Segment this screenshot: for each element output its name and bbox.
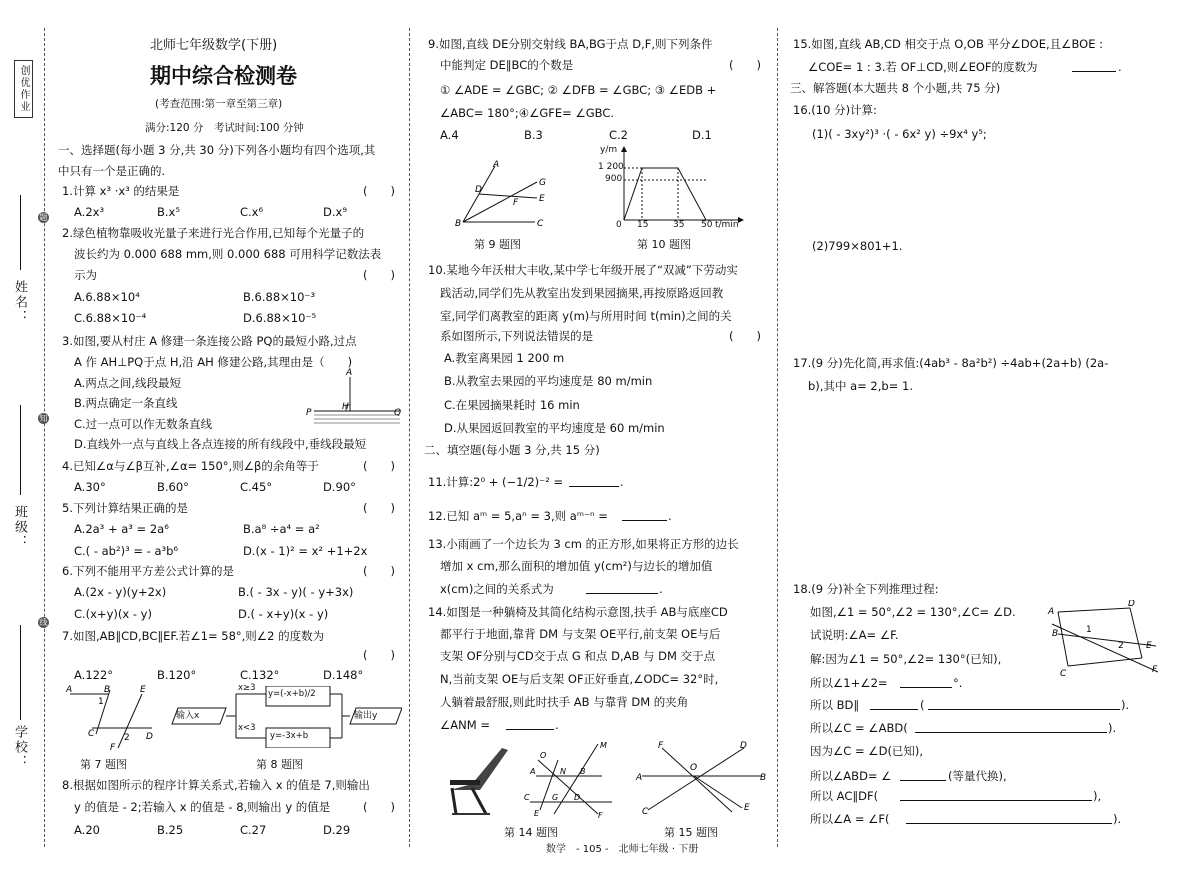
svg-text:1: 1 xyxy=(1086,625,1092,635)
q9-option: D.1 xyxy=(692,128,712,142)
q8-stem: 8.根据如图所示的程序计算关系式,若输入 x 的值是 7,则输出 xyxy=(62,778,370,792)
q17-answer-space[interactable] xyxy=(808,398,1178,574)
class-line xyxy=(20,405,21,495)
q10-option: A.教室离果园 1 200 m xyxy=(444,351,565,365)
q18-blank-1[interactable] xyxy=(900,675,952,688)
flow-formula-2: y=-3x+b xyxy=(270,731,309,741)
q2-option: C.6.88×10⁻⁴ xyxy=(74,311,147,325)
flow-output-label: 输出y xyxy=(354,711,378,721)
q8-stem: y 的值是 - 2;若输入 x 的值是 - 8,则输出 y 的值是 xyxy=(74,800,331,814)
q18-step: 所以∠C = ∠ABD( xyxy=(810,721,908,735)
svg-text:D: D xyxy=(740,741,747,751)
q1-option: D.x⁹ xyxy=(323,205,347,219)
section1-heading-cont: 中只有一个是正确的. xyxy=(58,164,166,178)
q18-suffix: °. xyxy=(953,676,963,690)
q3-option: C.过一点可以作无数条直线 xyxy=(74,417,213,431)
svg-text:G: G xyxy=(539,178,546,188)
q2-option: B.6.88×10⁻³ xyxy=(243,290,316,304)
q14-stem: 人躺着最舒服,则此时扶手 AB 与靠背 DM 的夹角 xyxy=(440,695,689,709)
q13-period: . xyxy=(659,582,663,596)
q18-suffix: ). xyxy=(1113,812,1122,826)
q9-stem: 中能判定 DE∥BC的个数是 xyxy=(440,58,574,72)
q18-step: 所以 BD∥ xyxy=(810,698,860,712)
q5-option: D.(x - 1)² = x² +1+2x xyxy=(243,544,368,558)
q7-figure xyxy=(64,684,156,752)
q18-step: 所以∠ABD= ∠ xyxy=(810,769,892,783)
q8-option: A.20 xyxy=(74,823,100,837)
exam-scope: (考查范围:第一章至第三章) xyxy=(155,98,283,110)
q4-stem: 4.已知∠α与∠β互补,∠α= 150°,则∠β的余角等于 xyxy=(62,459,319,473)
q3-stem: A 作 AH⊥PQ于点 H,沿 AH 修建公路,其理由是（ ) xyxy=(74,355,353,369)
svg-text:2: 2 xyxy=(124,733,130,743)
q4-option: B.60° xyxy=(157,480,189,494)
svg-text:E: E xyxy=(1146,641,1152,651)
q6-option: B.( - 3x - y)( - y+3x) xyxy=(238,585,354,599)
q3-option: A.两点之间,线段最短 xyxy=(74,376,181,390)
margin-tag: 创优作业 xyxy=(14,60,33,118)
class-label: 班级： xyxy=(12,505,27,550)
q18-step: 所以∠A = ∠F( xyxy=(810,812,890,826)
q18-blank-3[interactable] xyxy=(928,697,1120,710)
q11-period: . xyxy=(620,475,624,489)
svg-text:D: D xyxy=(146,732,153,742)
q15-stem: 15.如图,直线 AB,CD 相交于点 O,OB 平分∠DOE,且∠BOE : xyxy=(793,37,1103,51)
q9-option: B.3 xyxy=(524,128,543,142)
svg-text:M: M xyxy=(600,741,607,750)
q2-stem: 2.绿色植物靠吸收光量子来进行光合作用,已知每个光量子的 xyxy=(62,226,365,240)
q3-option: D.直线外一点与直线上各点连接的所有线段中,垂线段最短 xyxy=(74,437,367,451)
q15-stem: ∠COE= 1 : 3.若 OF⊥CD,则∠EOF的度数为 xyxy=(808,60,1038,74)
graph-y-tick: 1 200 xyxy=(598,162,624,172)
svg-text:O: O xyxy=(690,763,698,773)
answer-paren: ( ) xyxy=(363,800,395,814)
q18-suffix: ). xyxy=(1121,698,1130,712)
svg-text:C: C xyxy=(524,793,530,802)
flow-cond-1: x≥3 xyxy=(238,683,256,693)
svg-text:A: A xyxy=(1048,607,1055,617)
svg-text:Q: Q xyxy=(394,408,402,418)
q13-stem: 增加 x cm,那么面积的增加值 y(cm²)与边长的增加值 xyxy=(440,559,713,573)
q9-stem: 9.如图,直线 DE分别交射线 BA,BG于点 D,F,则下列条件 xyxy=(428,37,713,51)
svg-text:E: E xyxy=(744,803,750,813)
section2-heading: 二、填空题(每小题 3 分,共 15 分) xyxy=(424,443,600,457)
svg-text:F: F xyxy=(110,743,116,752)
svg-text:E: E xyxy=(140,685,146,695)
series-title: 北师七年级数学(下册) xyxy=(150,38,278,53)
q16-part2: (2)799×801+1. xyxy=(812,239,903,253)
q18-given: 如图,∠1 = 50°,∠2 = 130°,∠C= ∠D. xyxy=(810,605,1016,619)
score-time: 满分:120 分 考试时间:100 分钟 xyxy=(145,122,304,134)
q14-stem: 都平行于地面,靠背 DM 与支架 OE平行,前支架 OE与后 xyxy=(440,627,721,641)
q17-stem: 17.(9 分)先化简,再求值:(4ab³ - 8a²b²) ÷4ab+(2a+b) (2a- xyxy=(793,356,1109,370)
q4-option: D.90° xyxy=(323,480,356,494)
svg-text:D: D xyxy=(1128,600,1135,609)
q3-option: B.两点确定一条直线 xyxy=(74,396,178,410)
q18-figure xyxy=(1046,600,1164,680)
q1-option: B.x⁵ xyxy=(157,205,180,219)
name-line xyxy=(20,195,21,270)
q7-option: B.120° xyxy=(157,668,197,682)
graph-x-unit: t/min xyxy=(715,220,739,230)
q16-part2-answer-space[interactable] xyxy=(808,258,1178,348)
q18-step: 所以 AC∥DF( xyxy=(810,789,879,803)
svg-text:B: B xyxy=(455,219,462,229)
q9-option: C.2 xyxy=(609,128,629,142)
graph-y-unit: y/m xyxy=(600,145,618,155)
q12-period: . xyxy=(668,509,672,523)
q6-option: D.( - x+y)(x - y) xyxy=(238,607,329,621)
q1-option: C.x⁶ xyxy=(240,205,264,219)
q10-stem: 系如图所示,下列说法错误的是 xyxy=(440,329,594,343)
q6-option: A.(2x - y)(y+2x) xyxy=(74,585,167,599)
q5-option: A.2a³ + a³ = 2a⁶ xyxy=(74,522,169,536)
flow-formula-1: y=(-x+b)/2 xyxy=(268,689,316,699)
q12-stem: 12.已知 aᵐ = 5,aⁿ = 3,则 aᵐ⁻ⁿ = xyxy=(428,509,608,523)
q18-step: 所以∠1+∠2= xyxy=(810,676,888,690)
q9-figure xyxy=(455,158,555,234)
q3-figure xyxy=(306,365,406,427)
svg-text:F: F xyxy=(598,811,603,820)
section1-heading: 一、选择题(每小题 3 分,共 30 分)下列各小题均有四个选项,其 xyxy=(58,143,376,157)
answer-paren: ( ) xyxy=(363,564,395,578)
svg-text:F: F xyxy=(1152,665,1158,675)
svg-text:G: G xyxy=(552,793,559,802)
q16-part1: (1)( - 3xy²)³ ·( - 6x² y) ÷9x⁴ y⁵; xyxy=(812,127,987,141)
name-label: 姓名： xyxy=(12,280,27,325)
answer-paren: ( ) xyxy=(363,501,395,515)
q18-paren-open: ( xyxy=(920,698,925,712)
answer-paren: ( ) xyxy=(363,459,395,473)
svg-text:C: C xyxy=(88,729,95,739)
q18-blank-6[interactable] xyxy=(900,788,1092,801)
q10-stem: 10.某地今年沃柑大丰收,某中学七年级开展了“双减”下劳动实 xyxy=(428,263,738,277)
q18-blank-5[interactable] xyxy=(900,768,946,781)
q10-option: C.在果园摘果耗时 16 min xyxy=(444,398,580,412)
q18-stem: 18.(9 分)补全下列推理过程: xyxy=(793,582,939,596)
q8-option: D.29 xyxy=(323,823,351,837)
svg-text:B: B xyxy=(580,767,586,776)
graph-x-tick: 0 xyxy=(616,220,622,230)
q5-stem: 5.下列计算结果正确的是 xyxy=(62,501,188,515)
svg-text:E: E xyxy=(534,809,540,818)
q16-part1-answer-space[interactable] xyxy=(808,146,1178,236)
graph-x-tick: 35 xyxy=(673,220,685,230)
q13-stem: 13.小雨画了一个边长为 3 cm 的正方形,如果将正方形的边长 xyxy=(428,537,739,551)
school-label: 学校： xyxy=(12,725,27,770)
q10-stem: 践活动,同学们先从教室出发到果园摘果,再按原路返回教 xyxy=(440,286,724,300)
q18-prove: 试说明:∠A= ∠F. xyxy=(810,628,899,642)
q15-period: . xyxy=(1118,60,1122,74)
q14-answer-blank[interactable] xyxy=(506,717,554,730)
q11-answer-blank[interactable] xyxy=(569,474,619,487)
q14-stem: 支架 OF分别与CD交于点 G 和点 D,AB 与 DM 交于点 xyxy=(440,649,716,663)
q18-blank-2[interactable] xyxy=(870,697,918,710)
q4-option: C.45° xyxy=(240,480,273,494)
margin-separator xyxy=(44,28,45,847)
answer-paren: ( ) xyxy=(729,58,761,72)
q18-step: 解:因为∠1 = 50°,∠2= 130°(已知), xyxy=(810,652,1002,666)
q10-stem: 室,同学们离教室的距离 y(m)与所用时间 t(min)之间的关 xyxy=(440,309,732,323)
svg-text:F: F xyxy=(513,198,519,208)
q8-option: C.27 xyxy=(240,823,267,837)
q10-option: D.从果园返回教室的平均速度是 60 m/min xyxy=(444,421,665,435)
margin-mark: 题 xyxy=(39,213,48,222)
svg-text:A: A xyxy=(66,685,73,695)
q18-blank-7[interactable] xyxy=(906,811,1112,824)
margin-mark: 知 xyxy=(39,414,48,423)
q7-option: C.132° xyxy=(240,668,280,682)
q18-step: 因为∠C = ∠D(已知), xyxy=(810,744,924,758)
q13-answer-blank[interactable] xyxy=(586,581,658,594)
q6-option: C.(x+y)(x - y) xyxy=(74,607,152,621)
q2-option: D.6.88×10⁻⁵ xyxy=(243,311,317,325)
q14-stem: 14.如图是一种躺椅及其简化结构示意图,扶手 AB与底座CD xyxy=(428,605,728,619)
svg-text:D: D xyxy=(574,793,581,802)
answer-paren: ( ) xyxy=(363,268,395,282)
fig15-caption: 第 15 题图 xyxy=(664,826,718,839)
q9-option: A.4 xyxy=(440,128,459,142)
q8-option: B.25 xyxy=(157,823,184,837)
q2-stem: 波长约为 0.000 688 mm,则 0.000 688 可用科学记数法表 xyxy=(74,247,382,261)
fig14-caption: 第 14 题图 xyxy=(504,826,558,839)
section3-heading: 三、解答题(本大题共 8 个小题,共 75 分) xyxy=(790,81,1001,95)
fig7-caption: 第 7 题图 xyxy=(80,758,127,771)
q15-answer-blank[interactable] xyxy=(1072,59,1116,72)
svg-text:B: B xyxy=(104,685,111,695)
q18-blank-4[interactable] xyxy=(915,720,1107,733)
q9-conditions: ① ∠ADE = ∠GBC; ② ∠DFB = ∠GBC; ③ ∠EDB + xyxy=(440,83,717,97)
svg-text:1: 1 xyxy=(98,697,104,707)
svg-text:O: O xyxy=(540,751,547,760)
school-line xyxy=(20,625,21,720)
svg-text:2: 2 xyxy=(1118,641,1124,651)
svg-text:B: B xyxy=(1052,629,1059,639)
svg-text:E: E xyxy=(539,194,545,204)
q15-figure xyxy=(632,740,768,820)
answer-paren: ( ) xyxy=(363,184,395,198)
svg-text:A: A xyxy=(636,773,643,783)
svg-text:C: C xyxy=(1060,669,1067,679)
page-footer: 数学 - 105 - 北师七年级 · 下册 xyxy=(546,844,699,855)
svg-text:N: N xyxy=(560,767,566,776)
exam-title: 期中综合检测卷 xyxy=(150,63,297,88)
svg-text:H: H xyxy=(342,402,349,412)
graph-y-tick: 900 xyxy=(605,174,623,184)
q7-option: D.148° xyxy=(323,668,364,682)
svg-text:D: D xyxy=(475,185,482,195)
q1-stem: 1.计算 x³ ·x³ 的结果是 xyxy=(62,184,180,198)
q1-option: A.2x³ xyxy=(74,205,105,219)
fig10-caption: 第 10 题图 xyxy=(637,238,691,251)
q3-stem: 3.如图,要从村庄 A 修建一条连接公路 PQ的最短小路,过点 xyxy=(62,334,357,348)
column-separator-1 xyxy=(409,28,410,847)
q10-option: B.从教室去果园的平均速度是 80 m/min xyxy=(444,374,653,388)
q14-stem: ∠ANM = xyxy=(440,718,490,732)
graph-x-tick: 50 xyxy=(701,220,713,230)
svg-text:A: A xyxy=(530,767,536,776)
q6-stem: 6.下列不能用平方差公式计算的是 xyxy=(62,564,234,578)
fig9-caption: 第 9 题图 xyxy=(474,238,521,251)
q9-conditions: ∠ABC= 180°;④∠GFE= ∠GBC. xyxy=(440,106,615,120)
q14-figure xyxy=(442,740,622,820)
svg-text:C: C xyxy=(537,219,544,229)
svg-text:B: B xyxy=(760,773,767,783)
fig8-caption: 第 8 题图 xyxy=(256,758,303,771)
q18-step: (等量代换), xyxy=(948,769,1007,783)
q18-suffix: ), xyxy=(1093,789,1102,803)
q16-stem: 16.(10 分)计算: xyxy=(793,103,877,117)
q2-option: A.6.88×10⁴ xyxy=(74,290,140,304)
q2-stem: 示为 xyxy=(74,268,97,282)
svg-text:A: A xyxy=(346,368,353,378)
graph-x-tick: 15 xyxy=(637,220,649,230)
q18-suffix: ). xyxy=(1108,721,1117,735)
chair-illustration xyxy=(450,748,508,814)
q4-option: A.30° xyxy=(74,480,106,494)
flow-input-label: 输入x xyxy=(176,711,200,721)
margin-mark: 线 xyxy=(39,618,48,627)
svg-text:C: C xyxy=(642,807,649,817)
q14-stem: N,当前支架 OE与后支架 OF正好垂直,∠ODC= 32°时, xyxy=(440,672,719,686)
q11-stem: 11.计算:2⁰ + (−1/2)⁻² = xyxy=(428,475,564,489)
answer-paren: ( ) xyxy=(363,648,395,662)
q5-option: B.a⁸ ÷a⁴ = a² xyxy=(243,522,320,536)
q14-period: . xyxy=(555,718,559,732)
q7-option: A.122° xyxy=(74,668,114,682)
q17-stem: b),其中 a= 2,b= 1. xyxy=(808,379,913,393)
svg-text:P: P xyxy=(306,408,312,418)
flow-cond-2: x<3 xyxy=(238,723,256,733)
q12-answer-blank[interactable] xyxy=(622,508,667,521)
svg-text:A: A xyxy=(493,160,500,170)
column-separator-2 xyxy=(777,28,778,847)
q7-stem: 7.如图,AB∥CD,BC∥EF.若∠1= 58°,则∠2 的度数为 xyxy=(62,629,325,643)
answer-paren: ( ) xyxy=(729,329,761,343)
q5-option: C.( - ab²)³ = - a³b⁶ xyxy=(74,544,179,558)
svg-text:F: F xyxy=(658,741,664,751)
q13-stem: x(cm)之间的关系式为 xyxy=(440,582,554,596)
